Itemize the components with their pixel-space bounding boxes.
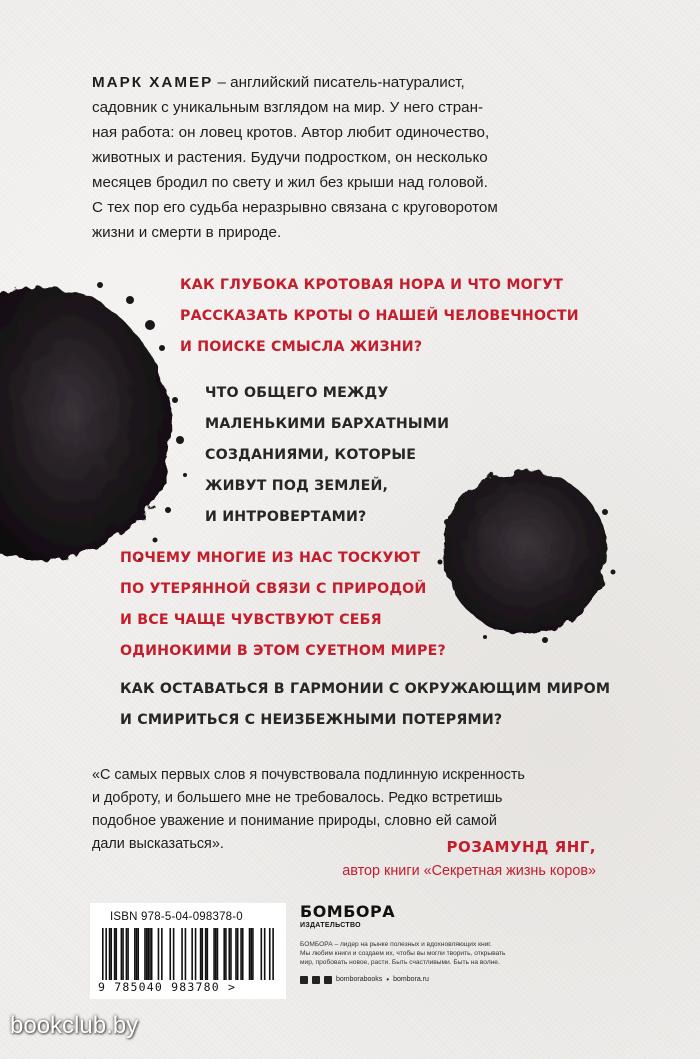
vk-icon — [312, 976, 320, 984]
quote-line: дали высказаться». — [92, 836, 224, 852]
bio-line: животных и растения. Будучи подростком, он несколько — [92, 149, 488, 166]
question-line: И ПОИСКЕ СМЫСЛА ЖИЗНИ? — [180, 339, 423, 355]
barcode-bar — [115, 928, 117, 980]
barcode-bar — [225, 928, 227, 980]
barcode-bar — [144, 928, 146, 980]
barcode-bar — [213, 928, 215, 980]
isbn-text: ISBN 978-5-04-098378-0 — [110, 911, 243, 923]
author-bio — [92, 70, 617, 245]
barcode-bar — [149, 928, 151, 980]
publisher-description-line: БОМБОРА – лидер на рынке полезных и вдохновляющих книг. — [300, 941, 492, 948]
barcode-bar — [250, 928, 252, 980]
barcode-bar — [146, 928, 148, 980]
ink-blot-right — [425, 452, 625, 652]
barcode-bar — [181, 928, 183, 980]
barcode-bar — [215, 928, 217, 980]
publisher-links — [300, 975, 600, 984]
quote-author-book: автор книги «Секретная жизнь коров» — [342, 863, 596, 879]
quote-line: подобное уважение и понимание природы, словно ей самой — [92, 813, 497, 829]
publisher-description-line: мир, пробовать новое, расти. Быть счастливыми. Быть на волне. — [300, 959, 500, 966]
question-3 — [120, 543, 446, 667]
barcode-bar — [249, 928, 251, 980]
barcode-bar — [158, 928, 160, 980]
bio-line: месяцев бродил по свету и жил без крыши над головой. — [92, 174, 488, 191]
barcode-bar — [200, 928, 202, 980]
barcode-bar — [235, 928, 237, 980]
barcode-bar — [122, 928, 124, 980]
question-line: И СМИРИТЬСЯ С НЕИЗБЕЖНЫМИ ПОТЕРЯМИ? — [120, 712, 503, 728]
barcode-bar — [223, 928, 225, 980]
barcode-bar — [169, 928, 171, 980]
question-line: СОЗДАНИЯМИ, КОТОРЫЕ — [205, 447, 417, 463]
barcode-bar — [134, 928, 136, 980]
barcode-digits: 9 785040 983780 > — [98, 980, 237, 994]
barcode-bar — [148, 928, 150, 980]
bio-line: С тех пор его судьба неразрывно связана с круговоротом — [92, 199, 498, 216]
barcode-bar — [109, 928, 111, 980]
barcode-bar — [173, 928, 175, 980]
question-line: ПОЧЕМУ МНОГИЕ ИЗ НАС ТОСКУЮТ — [120, 550, 421, 566]
question-line: РАССКАЗАТЬ КРОТЫ О НАШЕЙ ЧЕЛОВЕЧНОСТИ — [180, 308, 579, 324]
barcode-bar — [126, 928, 128, 980]
barcode-block — [90, 903, 286, 999]
barcode-bar — [237, 928, 239, 980]
publisher-logo: БОМБОРА — [300, 902, 396, 921]
barcode-bar — [110, 928, 112, 980]
author-name: МАРК ХАМЕР — [92, 74, 214, 91]
barcode-bar — [272, 928, 274, 980]
barcode-bar — [207, 928, 209, 980]
bio-line: садовник с уникальным взглядом на мир. У него стран- — [92, 99, 484, 116]
question-line: ЧТО ОБЩЕГО МЕЖДУ — [205, 385, 389, 401]
publisher-social[interactable]: bomborabooks — [336, 976, 383, 983]
question-2 — [205, 378, 449, 533]
publisher-description-line: Мы любим книги и создаем их, чтобы вы могли творить, открывать — [300, 950, 506, 957]
barcode-bar — [137, 928, 139, 980]
instagram-icon — [324, 976, 332, 984]
question-line: И ИНТРОВЕРТАМИ? — [205, 509, 367, 525]
barcode-bar — [161, 928, 163, 980]
barcode-bar — [121, 928, 123, 980]
barcode-bar — [242, 928, 244, 980]
quote-author: РОЗАМУНД ЯНГ, — [446, 838, 596, 856]
barcode-bar — [191, 928, 193, 980]
barcode-bar — [151, 928, 153, 980]
quote-line: и доброту, и большего мне не требовалось. Редко встретишь — [92, 790, 503, 806]
question-line: ПО УТЕРЯННОЙ СВЯЗИ С ПРИРОДОЙ — [120, 581, 427, 597]
globe-icon: • — [386, 975, 390, 984]
watermark-text: bookclub.by — [10, 1012, 139, 1039]
bio-line: – английский писатель-натуралист, — [213, 74, 465, 91]
barcode-bar — [185, 928, 187, 980]
facebook-icon — [300, 976, 308, 984]
publisher-block — [300, 903, 600, 984]
ink-blot-left — [0, 270, 195, 570]
barcode-bar — [102, 928, 104, 980]
bio-line: жизни и смерти в природе. — [92, 224, 282, 241]
barcode-bar — [127, 928, 129, 980]
barcode-bar — [252, 928, 254, 980]
bio-line: ная работа: он ловец кротов. Автор любит одиночество, — [92, 124, 490, 141]
barcode-bar — [228, 928, 230, 980]
barcode-bar — [230, 928, 232, 980]
question-1 — [180, 270, 579, 363]
barcode-bar — [269, 928, 271, 980]
question-line: ЖИВУТ ПОД ЗЕМЛЕЙ, — [205, 478, 389, 494]
publisher-site[interactable]: bombora.ru — [393, 976, 429, 983]
barcode-bar — [240, 928, 242, 980]
question-line: КАК ОСТАВАТЬСЯ В ГАРМОНИИ С ОКРУЖАЮЩИМ МИРОМ — [120, 681, 611, 697]
question-line: КАК ГЛУБОКА КРОТОВАЯ НОРА И ЧТО МОГУТ — [180, 277, 564, 293]
barcode-bar — [217, 928, 219, 980]
question-4 — [120, 674, 610, 736]
barcode-bar — [205, 928, 207, 980]
question-line: И ВСЕ ЧАЩЕ ЧУВСТВУЮТ СЕБЯ — [120, 612, 382, 628]
barcode — [102, 928, 274, 980]
question-line: ОДИНОКИМИ В ЭТОМ СУЕТНОМ МИРЕ? — [120, 643, 446, 659]
barcode-bar — [201, 928, 203, 980]
publisher-subtitle: ИЗДАТЕЛЬСТВО — [300, 922, 361, 929]
question-line: МАЛЕНЬКИМИ БАРХАТНЫМИ — [205, 416, 450, 432]
barcode-bar — [136, 928, 138, 980]
barcode-bar — [105, 928, 107, 980]
watermark — [10, 1012, 180, 1050]
publisher-description — [300, 940, 600, 967]
barcode-bar — [261, 928, 263, 980]
barcode-bar — [195, 928, 197, 980]
quote-line: «С самых первых слов я почувствовала подлинную искренность — [92, 767, 525, 783]
barcode-bar — [114, 928, 116, 980]
barcode-bar — [264, 928, 266, 980]
